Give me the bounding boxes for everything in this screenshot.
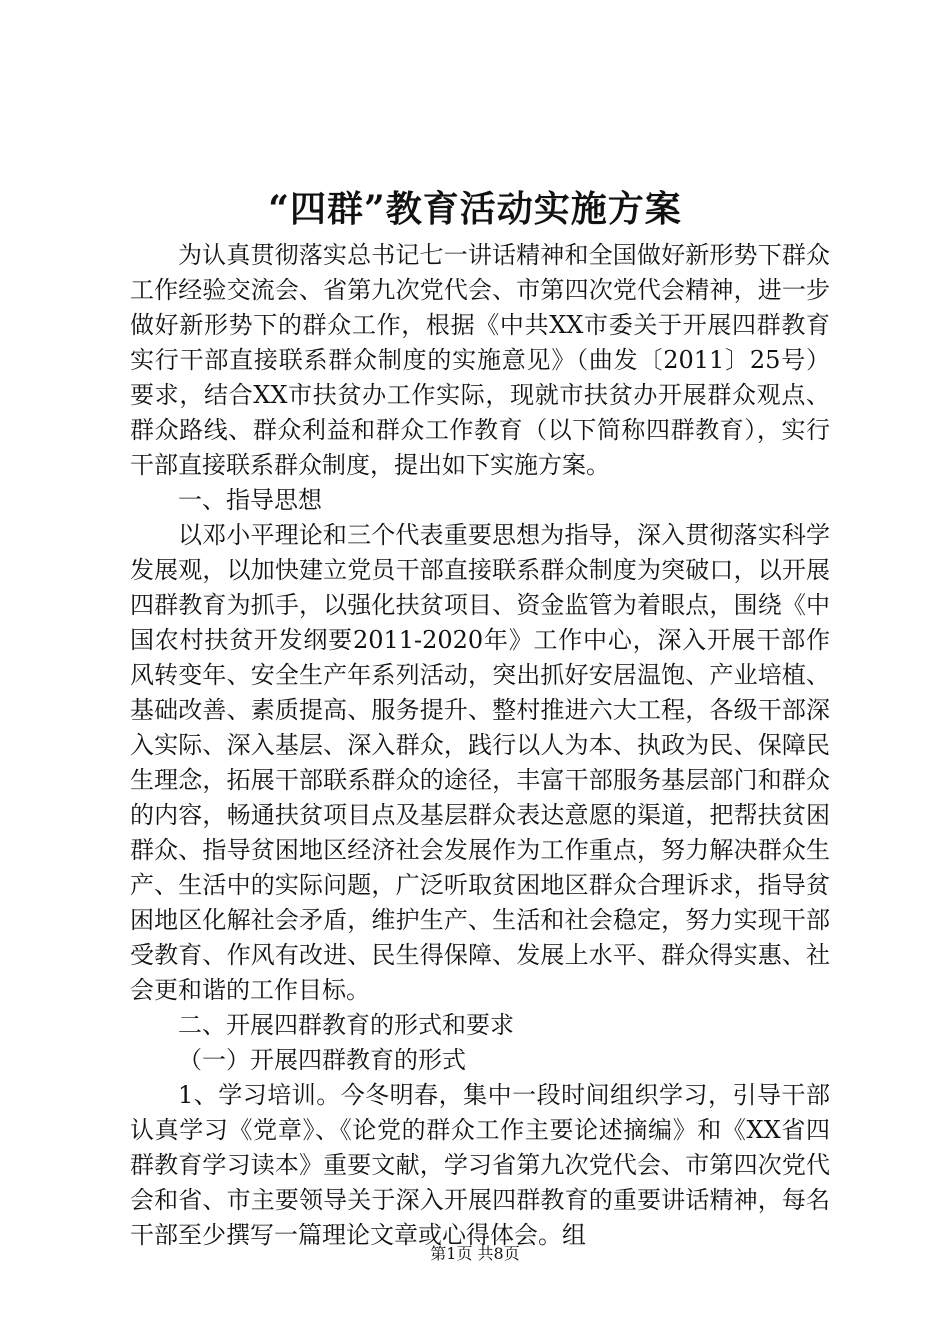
section-heading-forms-and-requirements: 二、开展四群教育的形式和要求 bbox=[178, 1011, 514, 1039]
subsection-heading-forms: （一）开展四群教育的形式 bbox=[178, 1046, 466, 1074]
study-training-paragraph: 1、学习培训。今冬明春，集中一段时间组织学习，引导干部认真学习《党章》、《论党的群众工作主要论述摘编》和《XX省四群教育学习读本》重要文献，学习省第九次党代会、市第四次党代会和省、市主要领导关于深入开展四群教育的重要讲话精神，每名干部至少撰写一篇理论文章或心得体会。组 bbox=[130, 1081, 830, 1249]
document-title: “四群”教育活动实施方案 bbox=[268, 188, 682, 230]
guiding-ideology-paragraph: 以邓小平理论和三个代表重要思想为指导，深入贯彻落实科学发展观，以加快建立党员干部直接联系群众制度为突破口，以开展四群教育为抓手，以强化扶贫项目、资金监管为着眼点，围绕《中国农村扶贫开发纲要2011-2020年》工作中心，深入开展干部作风转变年、安全生产年系列活动，突出抓好安居温饱、产业培植、基础改善、素质提高、服务提升、整村推进六大工程，各级干部深入实际、深入基层、深入群众，践行以人为本、执政为民、保障民生理念，拓展干部联系群众的途径，丰富干部服务基层部门和群众的内容，畅通扶贫项目点及基层群众表达意愿的渠道，把帮扶贫困群众、指导贫困地区经济社会发展作为工作重点，努力解决群众生产、生活中的实际问题，广泛听取贫困地区群众合理诉求，指导贫困地区化解社会矛盾，维护生产、生活和社会稳定，努力实现干部受教育、作风有改进、民生得保障、发展上水平、群众得实惠、社会更和谐的工作目标。 bbox=[130, 521, 830, 1004]
page-number-footer: 第1页 共8页 bbox=[430, 1244, 520, 1263]
section-heading-guiding-ideology: 一、指导思想 bbox=[178, 486, 322, 514]
intro-paragraph: 为认真贯彻落实总书记七一讲话精神和全国做好新形势下群众工作经验交流会、省第九次党代会、市第四次党代会精神，进一步做好新形势下的群众工作，根据《中共XX市委关于开展四群教育实行干部直接联系群众制度的实施意见》（曲发〔2011〕25号）要求，结合XX市扶贫办工作实际，现就市扶贫办开展群众观点、群众路线、群众利益和群众工作教育（以下简称四群教育），实行干部直接联系群众制度，提出如下实施方案。 bbox=[130, 241, 830, 479]
document-body bbox=[130, 238, 830, 1253]
